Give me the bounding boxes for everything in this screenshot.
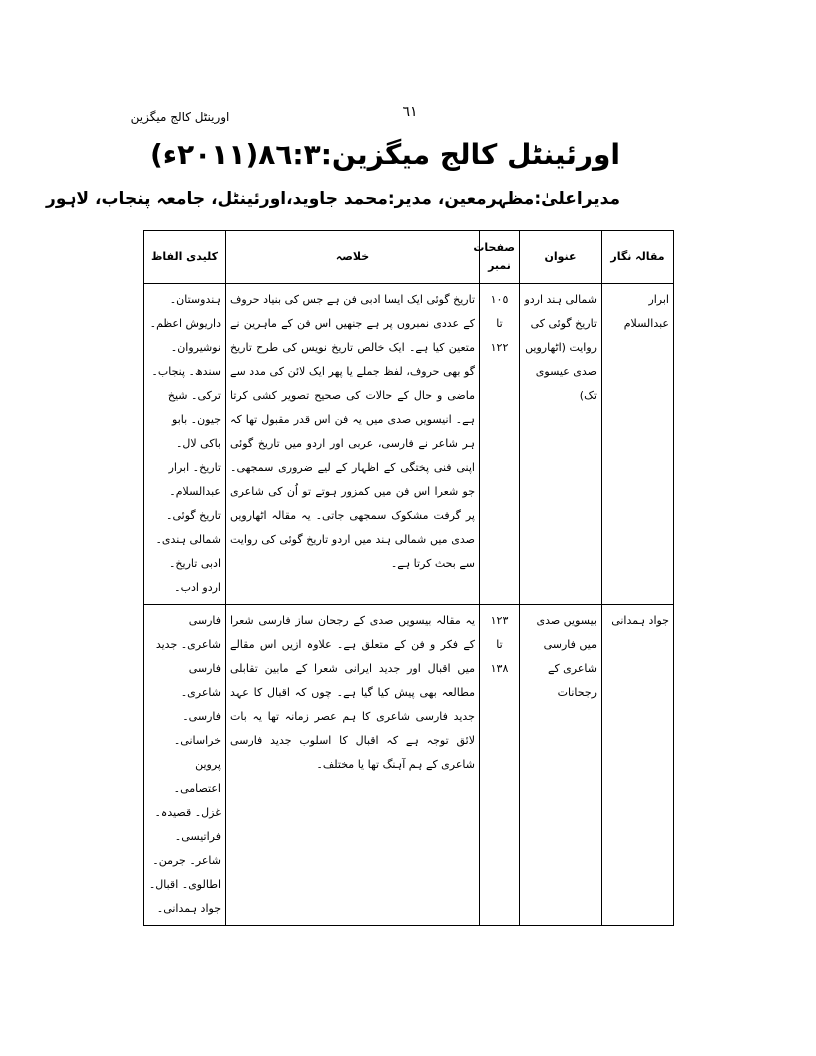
author-cell: ابرار عبدالسلام [602, 284, 674, 605]
editors-line: مدیراعلیٰ:مظہرمعین، مدیر:محمد جاوید،اورئینٹل، جامعہ پنجاب، لاہور [46, 189, 620, 209]
header-author: مقالہ نگار [602, 231, 674, 284]
page-number: ٦١ [402, 104, 418, 120]
article-index-table [143, 230, 674, 926]
title-cell: شمالی ہند اردو تاریخ گوئی کی روایت (اٹھارویں صدی عیسوی تک) [520, 284, 602, 605]
author-cell: جواد ہمدانی [602, 605, 674, 926]
running-header: اورینٹل کالج میگزین [130, 110, 230, 124]
journal-title: اورئینٹل کالج میگزین:٨٦:٣(٢٠١١ء) [149, 138, 620, 171]
pages-start: ١٠٥ [490, 293, 509, 306]
header-summary: خلاصہ [226, 231, 480, 284]
header-pages: صفحات نمبر [480, 231, 520, 284]
table-row [144, 605, 674, 926]
keywords-cell: فارسی شاعری۔ جدید فارسی شاعری۔ فارسی۔ خراسانی۔ پروین اعتصامی۔ غزل۔ قصیدہ۔ فراتیسی۔ شاعر۔ جرمن۔ اطالوی۔ اقبال۔ جواد ہمدانی۔ [144, 605, 226, 926]
pages-start: ١٢٣ [490, 614, 509, 627]
pages-separator: تا [496, 317, 503, 330]
pages-end: ١٣٨ [490, 662, 509, 675]
pages-separator: تا [496, 638, 503, 651]
summary-cell: یہ مقالہ بیسویں صدی کے رجحان ساز فارسی شعرا کے فکر و فن کے متعلق ہے۔ علاوہ ازیں اس مقالے میں اقبال اور جدید ایرانی شعرا کے مابین تقابلی مطالعہ بھی پیش کیا گیا ہے۔ چوں کہ اقبال کا عہد جدید فارسی شاعری کا ہم عصر زمانہ تھا یہ بات لائق توجہ ہے کہ اقبال کا اسلوب جدید فارسی شاعری کے ہم آہنگ تھا یا مختلف۔ [226, 605, 480, 926]
table-header-row [144, 231, 674, 284]
summary-cell: تاریخ گوئی ایک ایسا ادبی فن ہے جس کی بنیاد حروف کے عددی نمبروں پر ہے جنھیں اس فن کے ماہرین نے متعین کیا ہے۔ ایک خالص تاریخ نویس کی طرح تاریخ گو بھی حروف، لفظ جملے یا پھر ایک لائن کی مدد سے ماضی و حال کے حالات کی صحیح تصویر کشی کرتا ہے۔ انیسویں صدی میں یہ فن اس قدر مقبول تھا کہ ہر شاعر نے فارسی، عربی اور اردو میں تاریخ گوئی اپنی فنی پختگی کے اظہار کے لیے ضروری سمجھی۔ جو شعرا اس فن میں کمزور ہوتے تو اُن کی شاعری پر گرفت مشکوک سمجھی جاتی۔ یہ مقالہ اٹھارویں صدی میں شمالی ہند میں اردو تاریخ گوئی کی روایت سے بحث کرتا ہے۔ [226, 284, 480, 605]
table-row [144, 284, 674, 605]
header-keywords: کلیدی الفاظ [144, 231, 226, 284]
keywords-cell: ہندوستان۔ داریوش اعظم۔ نوشیروان۔ سندھ۔ پنجاب۔ ترکی۔ شیخ جیون۔ بابو باکی لال۔ تاریخ۔ ابرار عبدالسلام۔ تاریخ گوئی۔ شمالی ہندی۔ ادبی تاریخ۔ اردو ادب۔ [144, 284, 226, 605]
pages-cell [480, 605, 520, 926]
pages-end: ١٢٢ [490, 341, 509, 354]
header-title: عنوان [520, 231, 602, 284]
title-cell: بیسویں صدی میں فارسی شاعری کے رجحانات [520, 605, 602, 926]
pages-cell [480, 284, 520, 605]
